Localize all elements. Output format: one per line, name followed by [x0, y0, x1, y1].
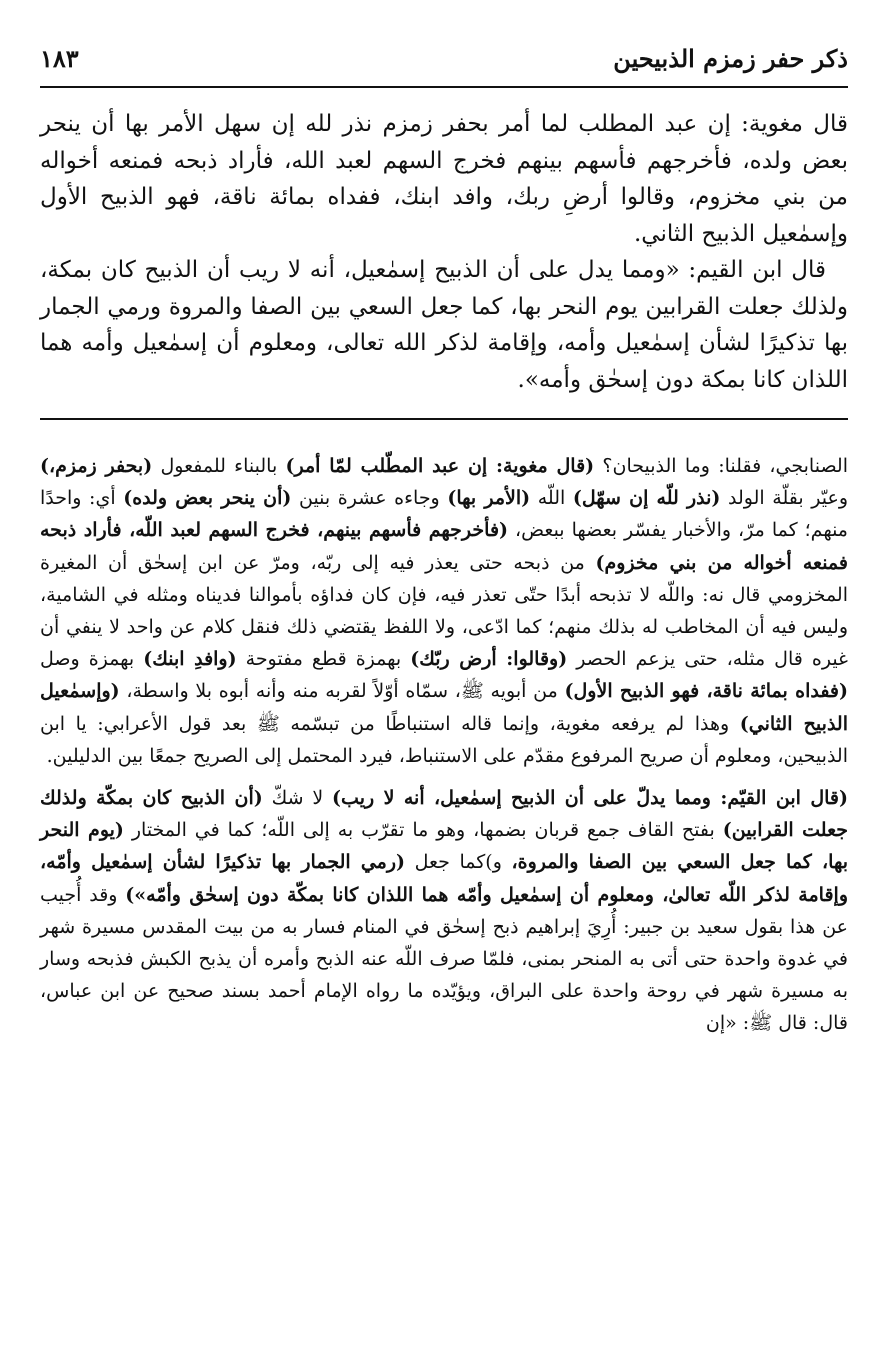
section-divider — [40, 418, 848, 420]
quoted-matn-text: (الأمر بها) — [447, 487, 531, 510]
quoted-matn-text: (وإسمٰعيل الذبيح الثاني) — [40, 680, 848, 735]
commentary-text: من أبويه ﷺ، سمّاه أوّلاً لقربه منه وأنه أبوه بلا واسطة، — [119, 680, 565, 703]
quoted-matn-text: (وافدِ ابنك) — [143, 648, 237, 671]
commentary-text: وعيّر بقلّة الولد — [720, 487, 848, 510]
quoted-matn-text: (فأخرجهم فأسهم بينهم، فخرج السهم لعبد اللّه، فأراد ذبحه فمنعه أخواله من بني مخزوم) — [40, 519, 848, 574]
book-page — [40, 38, 848, 1040]
main-paragraph: قال مغوية: إن عبد المطلب لما أمر بحفر زمزم نذر لله إن سهل الأمر بها أن ينحر بعض ولده، فأخرجهم فأسهم بينهم فخرج السهم لعبد الله، فأراد ذبحه فمنعه أخواله من بني مخزوم، وقالوا أرضِ ربك، وافد ابنك، ففداه بمائة ناقة، فهو الذبيح الأول وإسمٰعيل الذبيح الثاني. — [40, 111, 848, 247]
commentary-text: لا شكّ — [262, 787, 333, 810]
quoted-matn-text: (رمي الجمار بها تذكيرًا لشأن إسمٰعيل وأمّه، وإقامة لذكر اللّه تعالىٰ، ومعلوم أن إسمٰعيل وأمّه هما اللذان كانا بمكّة دون إسحٰق وأمّه») — [40, 851, 848, 906]
header-rule — [40, 86, 848, 88]
page-number: ١٨٣ — [40, 44, 79, 73]
commentary-text: وقد أُجيب عن هذا بقول سعيد بن جبير: أُرِيَ إبراهيم ذبح إسحٰق في المنام فسار به من بيت المقدس مسيرة شهر في غدوة واحدة حتى أتى به المنحر بمنى، فلمّا صرف اللّه عنه الذبح وأمره أن يذبح الكبش فذبحه وسار به مسيرة شهر في روحة واحدة على البراق، ويؤيّده ما رواه الإمام أحمد بسند صحيح عن ابن عباس، قال: قال ﷺ: «إن — [40, 883, 849, 1035]
commentary-text: و)كما جعل — [405, 851, 512, 874]
quoted-matn-text: (أن ينحر بعض ولده) — [123, 487, 292, 510]
commentary-text: اللّه — [530, 487, 573, 510]
commentary-text: وهذا لم يرفعه مغوية، وإنما قاله استنباطًا من تبسّمه ﷺ بعد قول الأعرابي: يا ابن الذبيحين، ومعلوم أن صريح المرفوع مقدّم على الاستنباط، فيرد المحتمل إلى الصريح جمعًا بين الدليلين. — [40, 712, 848, 767]
commentary-text: بفتح القاف جمع قربان بضمها، وهو ما تقرّب به إلى اللّه؛ كما في المختار — [123, 819, 723, 842]
commentary-text: بالبناء للمفعول — [152, 455, 286, 477]
commentary-paragraph — [40, 782, 848, 1040]
running-title: ذكر حفر زمزم الذبيحين — [613, 44, 848, 73]
main-text — [40, 106, 848, 398]
quoted-matn-text: (قال ابن القيّم: ومما يدلّ على أن الذبيح إسمٰعيل، أنه لا ريب) — [332, 787, 848, 810]
commentary-text: بهمزة وصل — [40, 648, 144, 671]
commentary-text: وجاءه عشرة بنين — [291, 487, 448, 510]
commentary-text: بهمزة قطع مفتوحة — [236, 648, 411, 671]
quoted-matn-text: (قال مغوية: إن عبد المطّلب لمّا أمر) — [285, 455, 595, 477]
commentary-paragraph — [40, 450, 848, 772]
quoted-matn-text: (وقالوا: أرض ربّك) — [410, 648, 568, 671]
main-paragraph: قال ابن القيم: «ومما يدل على أن الذبيح إسمٰعيل، أنه لا ريب أن الذبيح كان بمكة، ولذلك جعلت القرابين يوم النحر بها، كما جعل السعي بين الصفا والمروة ورمي الجمار بها تذكيرًا لشأن إسمٰعيل وأمه، وإقامة لذكر الله تعالى، ومعلوم أن إسمٰعيل وأمه هما اللذان كانا بمكة دون إسحٰق وأمه». — [40, 257, 848, 393]
commentary — [40, 450, 848, 1040]
page-header — [40, 38, 848, 92]
commentary-text: أي: واحدًا منهم؛ كما مرّ، والأخبار يفسّر بعضها ببعض، — [40, 487, 848, 542]
quoted-matn-text: (بحفر زمزم،) — [40, 455, 153, 477]
quoted-matn-text: (يوم النحر بها، كما جعل السعي بين الصفا والمروة، — [40, 819, 848, 874]
commentary-text: من ذبحه حتى يعذر فيه إلى ربّه، ومرّ عن ابن إسحٰق أن المغيرة المخزومي قال نه: واللّه لا تذبحه أبدًا حتّى تعذر فيه، فإن كان فداؤه بأموالنا فديناه ومثله في الشامية، وليس فيه أن المخاطب له بذلك منهم؛ كما ادّعى، ولا اللفظ يقتضي ذلك فنقل كلام عن واحد لا ينفي أن غيره قال مثله، حتى يزعم الحصر — [40, 551, 848, 671]
quoted-matn-text: (أن الذبيح كان بمكّة ولذلك جعلت القرابين) — [40, 787, 849, 842]
commentary-text: الصنابجي، فقلنا: وما الذبيحان؟ — [594, 455, 848, 477]
quoted-matn-text: (نذر للّه إن سهّل) — [572, 487, 721, 510]
quoted-matn-text: (ففداه بمائة ناقة، فهو الذبيح الأول) — [564, 680, 848, 703]
